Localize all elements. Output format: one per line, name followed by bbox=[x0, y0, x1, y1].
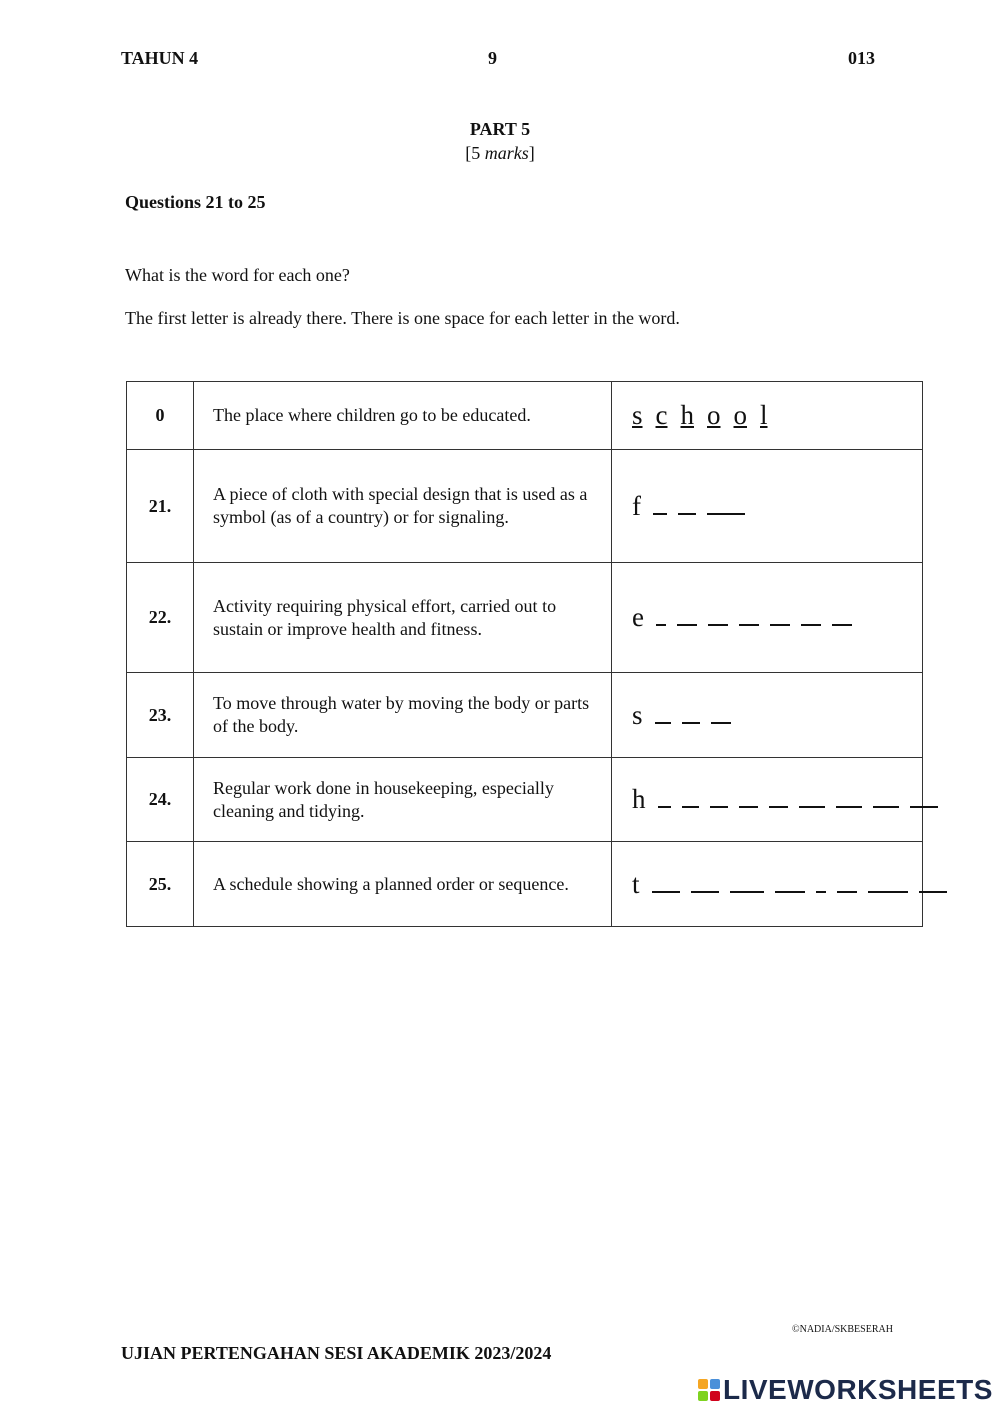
brand-logo[interactable] bbox=[698, 1374, 993, 1406]
table-row-example bbox=[127, 382, 923, 450]
example-letter: o bbox=[733, 400, 747, 430]
answer-field[interactable] bbox=[612, 842, 923, 927]
answer-field[interactable] bbox=[612, 563, 923, 673]
letter-blank[interactable] bbox=[711, 722, 731, 724]
letter-blank[interactable] bbox=[682, 806, 699, 808]
letter-blanks[interactable] bbox=[656, 624, 863, 626]
example-letter: l bbox=[760, 400, 768, 430]
letter-blank[interactable] bbox=[652, 891, 680, 893]
example-letter: s bbox=[632, 400, 643, 430]
letter-blank[interactable] bbox=[816, 891, 826, 893]
letter-blanks[interactable] bbox=[655, 722, 742, 724]
footer: UJIAN PERTENGAHAN SESI AKADEMIK 2023/2024 bbox=[121, 1343, 552, 1363]
letter-blank[interactable] bbox=[836, 806, 862, 808]
letter-blank[interactable] bbox=[739, 624, 759, 626]
question-number: 22. bbox=[127, 563, 194, 673]
letter-blank[interactable] bbox=[769, 806, 788, 808]
letter-blank[interactable] bbox=[730, 891, 764, 893]
example-letter: c bbox=[655, 400, 668, 430]
part-marks: [5 marks] bbox=[465, 143, 535, 163]
letter-blank[interactable] bbox=[656, 624, 666, 626]
first-letter: t bbox=[632, 868, 640, 899]
first-letter: h bbox=[632, 784, 646, 814]
example-answer bbox=[612, 382, 923, 450]
first-letter: f bbox=[632, 490, 641, 521]
answer-field[interactable] bbox=[612, 450, 923, 563]
example-number: 0 bbox=[127, 382, 194, 450]
letter-blank[interactable] bbox=[691, 891, 719, 893]
letter-blank[interactable] bbox=[801, 624, 821, 626]
letter-blank[interactable] bbox=[873, 806, 899, 808]
table-row-q25 bbox=[127, 842, 923, 927]
brand-name: LIVEWORKSHEETS bbox=[723, 1374, 993, 1405]
table-row-q21 bbox=[127, 450, 923, 563]
question-clue: A piece of cloth with special design that is used as a symbol (as of a country) or for signaling. bbox=[194, 450, 612, 563]
question-clue: A schedule showing a planned order or sequence. bbox=[194, 842, 612, 927]
question-clue: Regular work done in housekeeping, especially cleaning and tidying. bbox=[194, 758, 612, 842]
letter-blank[interactable] bbox=[837, 891, 857, 893]
liveworksheets-icon bbox=[698, 1379, 720, 1401]
letter-blank[interactable] bbox=[832, 624, 852, 626]
letter-blanks[interactable] bbox=[653, 513, 756, 515]
question-number: 21. bbox=[127, 450, 194, 563]
copyright: ©NADIA/SKBESERAH bbox=[792, 1324, 893, 1335]
instruction-1: What is the word for each one? bbox=[125, 265, 350, 285]
letter-blank[interactable] bbox=[708, 624, 728, 626]
example-letter: h bbox=[680, 400, 694, 430]
answer-field[interactable] bbox=[612, 673, 923, 758]
letter-blank[interactable] bbox=[677, 624, 697, 626]
letter-blank[interactable] bbox=[682, 722, 700, 724]
question-number: 23. bbox=[127, 673, 194, 758]
instruction-2: The first letter is already there. There is one space for each letter in the word. bbox=[125, 308, 680, 328]
letter-blank[interactable] bbox=[655, 722, 671, 724]
question-table bbox=[126, 381, 923, 927]
question-clue: Activity requiring physical effort, carried out to sustain or improve health and fitness. bbox=[194, 563, 612, 673]
letter-blank[interactable] bbox=[868, 891, 908, 893]
letter-blank[interactable] bbox=[799, 806, 825, 808]
question-number: 24. bbox=[127, 758, 194, 842]
table-row-q23 bbox=[127, 673, 923, 758]
first-letter: e bbox=[632, 602, 644, 632]
part-title: PART 5 bbox=[469, 119, 531, 139]
letter-blank[interactable] bbox=[658, 806, 671, 808]
question-clue: To move through water by moving the body or parts of the body. bbox=[194, 673, 612, 758]
example-clue: The place where children go to be educated. bbox=[194, 382, 612, 450]
letter-blank[interactable] bbox=[653, 513, 667, 515]
letter-blanks[interactable] bbox=[658, 806, 949, 808]
letter-blank[interactable] bbox=[910, 806, 938, 808]
table-row-q24 bbox=[127, 758, 923, 842]
header-left: TAHUN 4 bbox=[121, 48, 199, 68]
first-letter: s bbox=[632, 699, 643, 730]
letter-blank[interactable] bbox=[707, 513, 745, 515]
letter-blank[interactable] bbox=[770, 624, 790, 626]
letter-blank[interactable] bbox=[710, 806, 728, 808]
letter-blank[interactable] bbox=[775, 891, 805, 893]
letter-blank[interactable] bbox=[739, 806, 758, 808]
letter-blanks[interactable] bbox=[652, 891, 958, 893]
letter-blank[interactable] bbox=[678, 513, 696, 515]
header-right: 013 bbox=[848, 48, 875, 68]
table-row-q22 bbox=[127, 563, 923, 673]
question-number: 25. bbox=[127, 842, 194, 927]
letter-blank[interactable] bbox=[919, 891, 947, 893]
answer-field[interactable] bbox=[612, 758, 923, 842]
page-number: 9 bbox=[488, 48, 497, 68]
questions-range: Questions 21 to 25 bbox=[125, 192, 266, 212]
example-letter: o bbox=[707, 400, 721, 430]
